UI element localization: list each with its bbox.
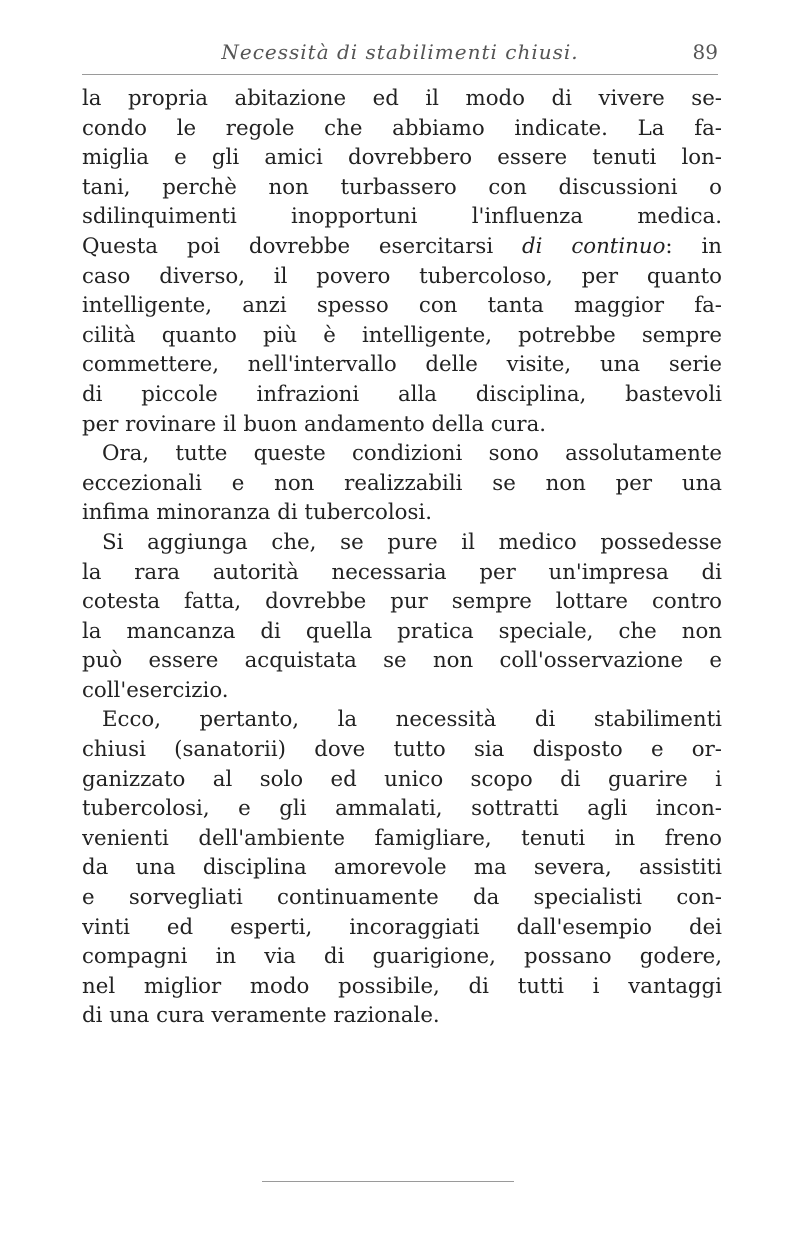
page-number: 89 (692, 40, 718, 64)
text-line: di piccole infrazioni alla disciplina, bastevoli (82, 381, 722, 407)
text-line: chiusi (sanatorii) dove tutto sia disposto e or- (82, 737, 722, 763)
text-line: di una cura veramente razionale. (82, 1003, 440, 1029)
text-line: la rara autorità necessaria per un'impresa di (82, 559, 722, 585)
text-line: infima minoranza di tubercolosi. (82, 500, 433, 526)
text-line: caso diverso, il povero tubercoloso, per quanto (82, 263, 722, 289)
italic-phrase: di continuo (522, 233, 666, 259)
text-line: la mancanza di quella pratica speciale, che non (82, 618, 722, 644)
header-rule (82, 74, 718, 75)
text-line: cotesta fatta, dovrebbe pur sempre lottare contro (82, 589, 722, 615)
text-line-with-italic (82, 232, 722, 262)
text-line: cilità quanto più è intelligente, potrebbe sempre (82, 322, 722, 348)
text-line: venienti dell'ambiente famigliare, tenuti in freno (82, 825, 722, 851)
text-segment: : in (665, 233, 722, 259)
text-line: eccezionali e non realizzabili se non per una (82, 470, 722, 496)
running-head (82, 40, 718, 70)
footer-rule (262, 1181, 514, 1182)
running-title: Necessità di stabilimenti chiusi. (221, 40, 579, 64)
text-line: da una disciplina amorevole ma severa, assistiti (82, 855, 722, 881)
text-line: può essere acquistata se non coll'osservazione e (82, 648, 722, 674)
body-text (82, 84, 722, 1031)
text-line: sdilinquimenti inopportuni l'influenza medica. (82, 204, 722, 230)
text-line: Ecco, pertanto, la necessità di stabilimenti (102, 707, 722, 733)
text-line: ganizzato al solo ed unico scopo di guarire i (82, 766, 722, 792)
text-line: nel miglior modo possibile, di tutti i vantaggi (82, 973, 722, 999)
text-line: compagni in via di guarigione, possano godere, (82, 944, 722, 970)
text-line: e sorvegliati continuamente da specialisti con- (82, 885, 722, 911)
text-line: Ora, tutte queste condizioni sono assolutamente (102, 441, 722, 467)
text-line: condo le regole che abbiamo indicate. La fa- (82, 115, 722, 141)
text-line: tubercolosi, e gli ammalati, sottratti agli incon- (82, 796, 722, 822)
text-segment: Questa poi dovrebbe esercitarsi (82, 233, 494, 259)
text-line: vinti ed esperti, incoraggiati dall'esempio dei (82, 914, 722, 940)
text-line: commettere, nell'intervallo delle visite, una serie (82, 352, 722, 378)
text-line: Si aggiunga che, se pure il medico possedesse (102, 529, 722, 555)
text-line: intelligente, anzi spesso con tanta maggior fa- (82, 293, 722, 319)
text-line: per rovinare il buon andamento della cura. (82, 411, 547, 437)
text-line: la propria abitazione ed il modo di vivere se- (82, 86, 722, 111)
text-line: coll'esercizio. (82, 677, 229, 703)
text-line: tani, perchè non turbassero con discussioni o (82, 174, 722, 200)
text-line: miglia e gli amici dovrebbero essere tenuti lon- (82, 145, 722, 171)
